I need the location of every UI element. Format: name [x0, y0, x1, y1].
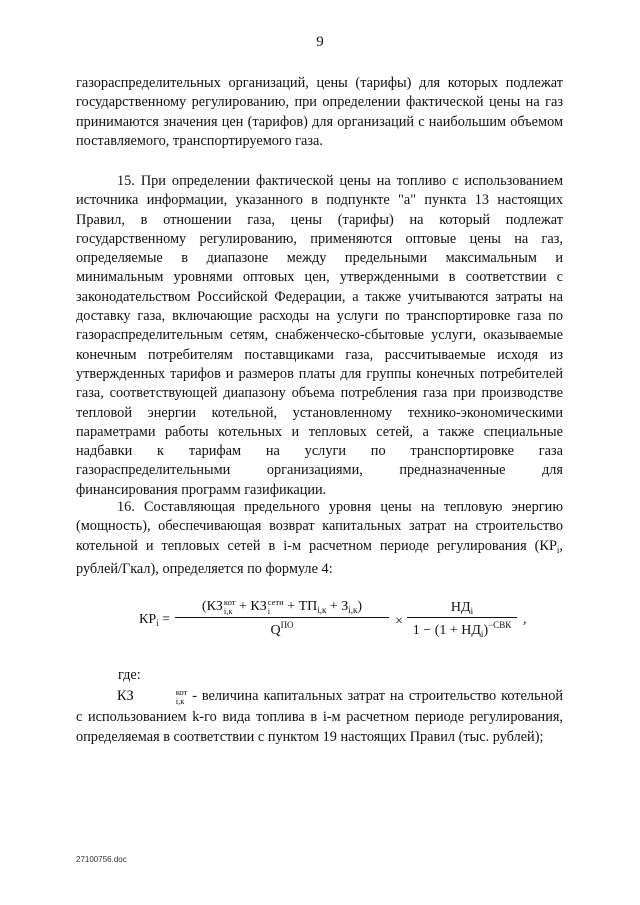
paragraph-intro: газораспределительных организаций, цены (тарифы) для которых подлежат государственному регулированию, при определении фактической цены на газ принимаются значения цен (тарифов) для организаций с наибольшим объемом поставляемого, транспортируемого газа. — [76, 75, 563, 149]
formula-comma: , — [523, 612, 527, 627]
formula-denominator: $Q^{ПО}$ — [270, 620, 294, 638]
paragraph-16-subscript: i — [556, 544, 560, 555]
footer-filename: 27100756.doc — [76, 855, 127, 864]
definition-kz-kot — [76, 686, 563, 748]
formula-4 — [139, 596, 527, 646]
fraction-bar-2 — [407, 617, 517, 618]
paragraph-16-text-end: , рублей/Гкал), определяется по формуле 4: — [76, 537, 563, 577]
definition-symbol: КЗ кот i,к — [117, 686, 188, 706]
formula-numerator-2: $НД_i$ — [450, 600, 474, 616]
formula-numerator: (КЗ кот i,к + КЗ сети i + $ТП_{i,к} + З_{i,к}$) — [201, 597, 363, 616]
fraction-bar — [175, 617, 389, 618]
formula-fraction-rate — [407, 600, 517, 639]
definition-text: - величина капитальных затрат на строительство котельной с использованием k-го вида топлива в i-м расчетном периоде регулирования, определяемая в соответствии с пунктом 19 настоящих Правил (тыс. рублей); — [76, 688, 563, 745]
formula-lhs: $КР_i$ = — [139, 612, 171, 628]
paragraph-16-text: 16. Составляющая предельного уровня цены на тепловую энергию (мощность), обеспечивающая возврат капитальных затрат на строительство котельной и тепловых сетей в i-м расчетном периоде регулирования (КР — [76, 499, 563, 554]
formula-fraction-main — [175, 598, 389, 639]
paragraph-15: 15. При определении фактической цены на топливо с использованием источника информации, указанного в подпункте "а" пункта 13 настоящих Правил, в отношении газа, цены (тарифы) на который подлежат государственному регулированию, применяются оптовые цены на газ, определяемые в диапазоне между предельными максимальным и минимальным уровнями оптовых цен, утвержденными в соответствии с законодательством Российской Федерации, а также учитываются затраты на доставку газа, включающие расходы на услуги по транспортировке газа по газораспределительным сетям, снабженческо-сбытовые услуги, оказываемые конечным потребителям поставщиками газа, рассчитываемые исходя из утвержденных тарифов и размеров платы для группы конечных потребителей газа, соответствующей диапазону объема потребления газа при производстве тепловой энергии котельной, установленному технико-экономическими параметрами работы котельных и тепловых сетей, а также специальные надбавки к тарифам на услуги по транспортировке газа газораспределительными организациями, предназначенные для финансирования программ газификации. — [76, 173, 563, 498]
formula-times: × — [395, 614, 403, 629]
paragraph-16 — [76, 498, 563, 579]
page-number: 9 — [316, 34, 324, 50]
where-label: где: — [118, 667, 141, 683]
formula-denominator-2: $1 - (1 + НД_i)^{-СВК}$ — [412, 620, 512, 639]
